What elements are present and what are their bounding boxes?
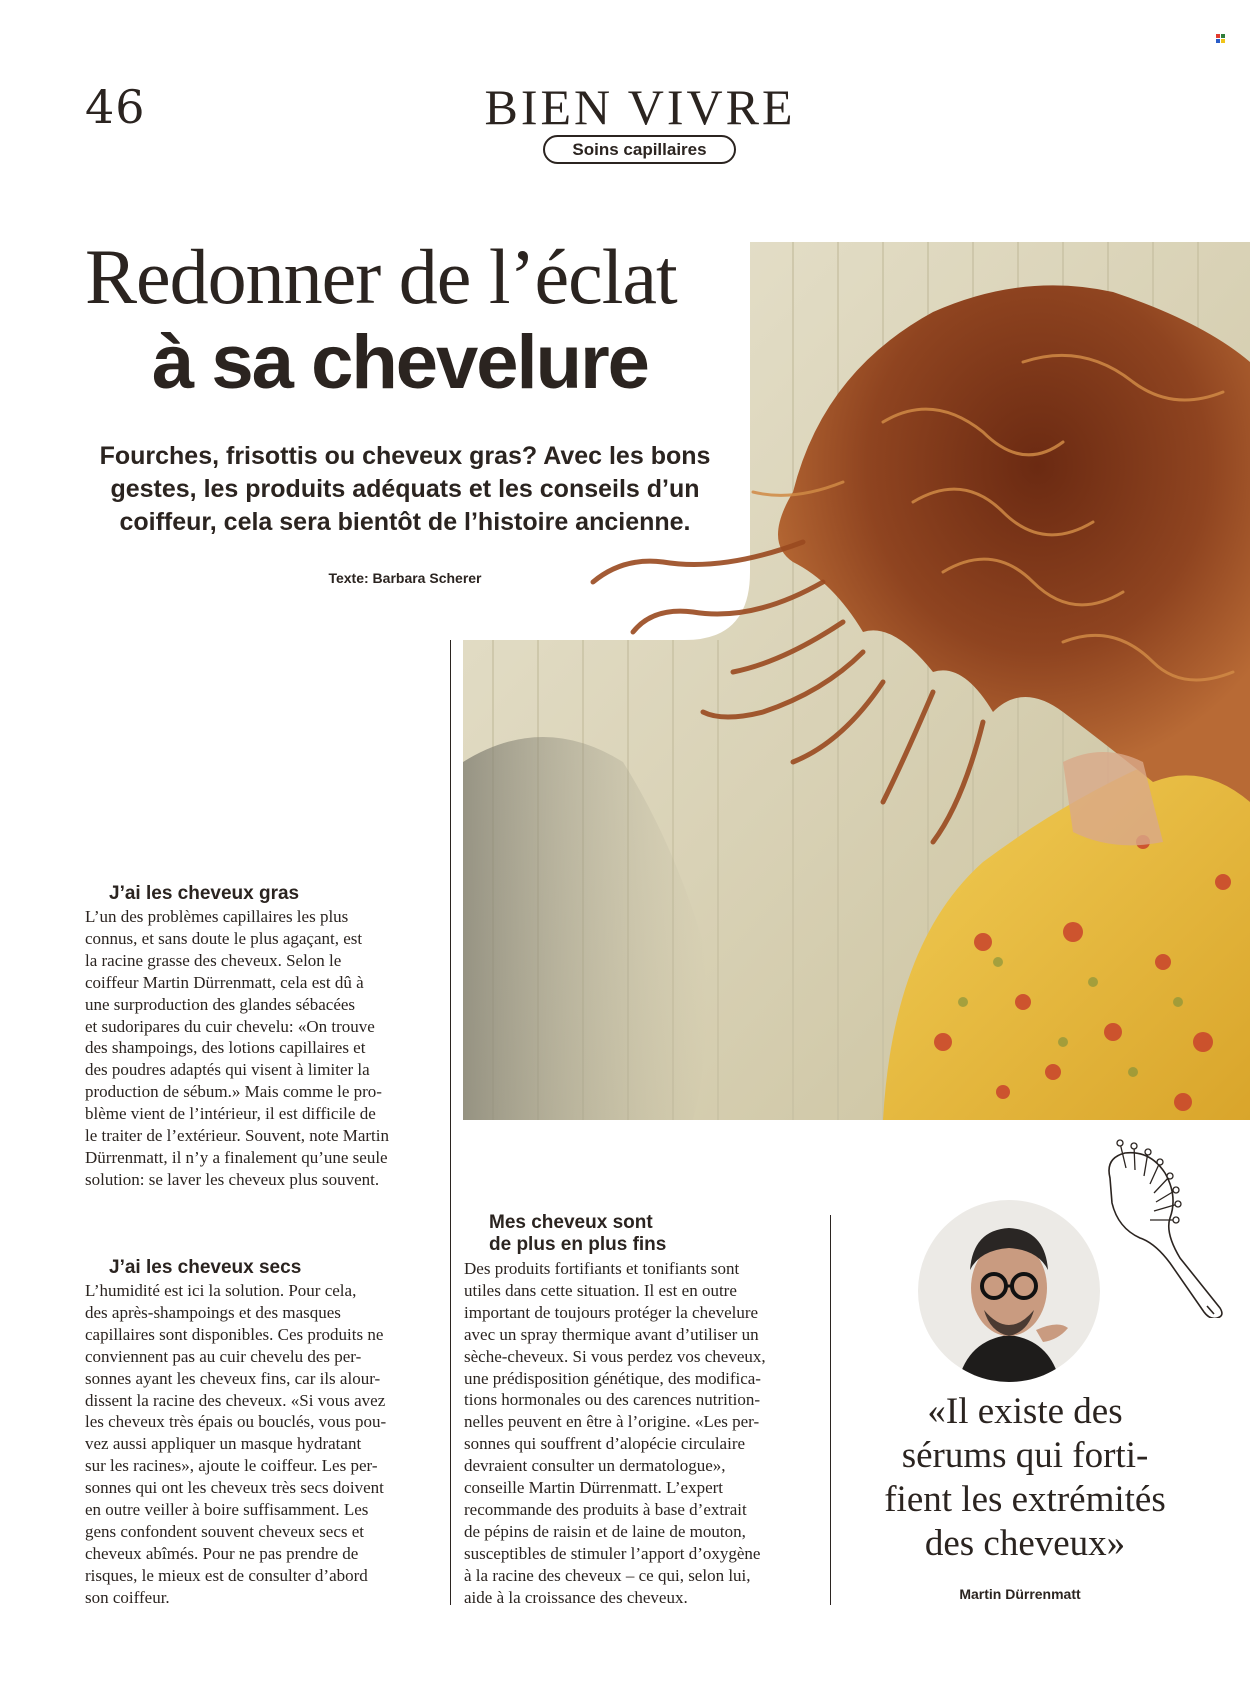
section-body-dry-hair: L’humidité est ici la solution. Pour cela, des après-shampoings et des masques capillaires sont disponibles. Ces produits ne conviennent pas au cuir chevelu des per- sonnes ayant les cheveux fins, car ils alour- dissent la racine des cheveux. «Si vous avez les cheveux très épais ou bouclés, vous pou- vez aussi appliquer un masque hydratant sur les racines», ajoute le coiffeur. Les per- sonnes qui ont les cheveux très secs doivent en outre veiller à boire suffisamment. Les gens confondent souvent cheveux secs et cheveux abîmés. Pour ne pas prendre de risques, le mieux est de consulter d’abord son coiffeur. (85, 1281, 387, 1607)
column-rule (450, 640, 451, 1605)
expert-portrait (918, 1200, 1100, 1382)
section-body-fine-hair: Des produits fortifiants et tonifiants sont utiles dans cette situation. Il est en outre important de toujours protéger la chevelure avec un spray thermique avant d’utiliser un sèche-cheveux. Si vous perdez vos cheveux, une prédisposition génétique, des modifica- tions hormonales ou des carences nutrition- nelles peuvent en être à l’origine. «Les per- sonnes qui souffrent d’alopécie circulaire devraient consulter un dermatologue», conseille Martin Dürrenmatt. L’expert recommande des produits à base d’extrait de pépins de raisin et de laine de mouton, susceptibles de stimuler l’apport d’oxygène à la racine des cheveux – ce qui, selon lui, aide à la croissance des cheveux. (464, 1259, 766, 1607)
section-body-oily-hair: L’un des problèmes capillaires les plus connus, et sans doute le plus agaçant, est la racine grasse des cheveux. Selon le coiffeur Martin Dürrenmatt, cela est dû à une surproduction des glandes sébacées et sudoripares du cuir chevelu: «On trouve des shampoings, des lotions capillaires et des poudres adaptés qui visent à limiter la production de sébum.» Mais comme le pro- blème vient de l’intérieur, il est difficile de le traiter de l’extérieur. Souvent, note Martin Dürrenmatt, il n’y a finalement qu’une seule solution: se laver les cheveux plus souvent. (85, 907, 390, 1189)
headline-line-2: à sa chevelure (152, 320, 648, 405)
hairbrush-icon (1090, 1138, 1230, 1318)
lead-paragraph: Fourches, frisottis ou cheveux gras? Avec les bons gestes, les produits adéquats et les conseils d’un coiffeur, cela sera bientôt de l’histoire ancienne. (99, 442, 711, 536)
section-title: BIEN VIVRE (484, 79, 796, 135)
section-heading-fine-hair-line-1: Mes cheveux sont (489, 1212, 653, 1233)
color-marker-icon (1216, 34, 1225, 43)
rubric-badge: Soins capillaires (543, 135, 736, 164)
pull-quote: «Il existe des sérums qui forti- fient les extrémités des cheveux» (884, 1391, 1166, 1564)
page-number: 46 (85, 80, 146, 134)
column-rule (830, 1215, 831, 1605)
section-heading-oily-hair: J’ai les cheveux gras (109, 883, 300, 904)
pull-quote-author: Martin Dürrenmatt (959, 1586, 1081, 1602)
headline-line-1: Redonner de l’éclat (85, 233, 677, 320)
section-heading-dry-hair: J’ai les cheveux secs (109, 1257, 302, 1278)
byline: Texte: Barbara Scherer (328, 570, 482, 586)
section-heading-fine-hair-line-2: de plus en plus fins (489, 1234, 667, 1255)
